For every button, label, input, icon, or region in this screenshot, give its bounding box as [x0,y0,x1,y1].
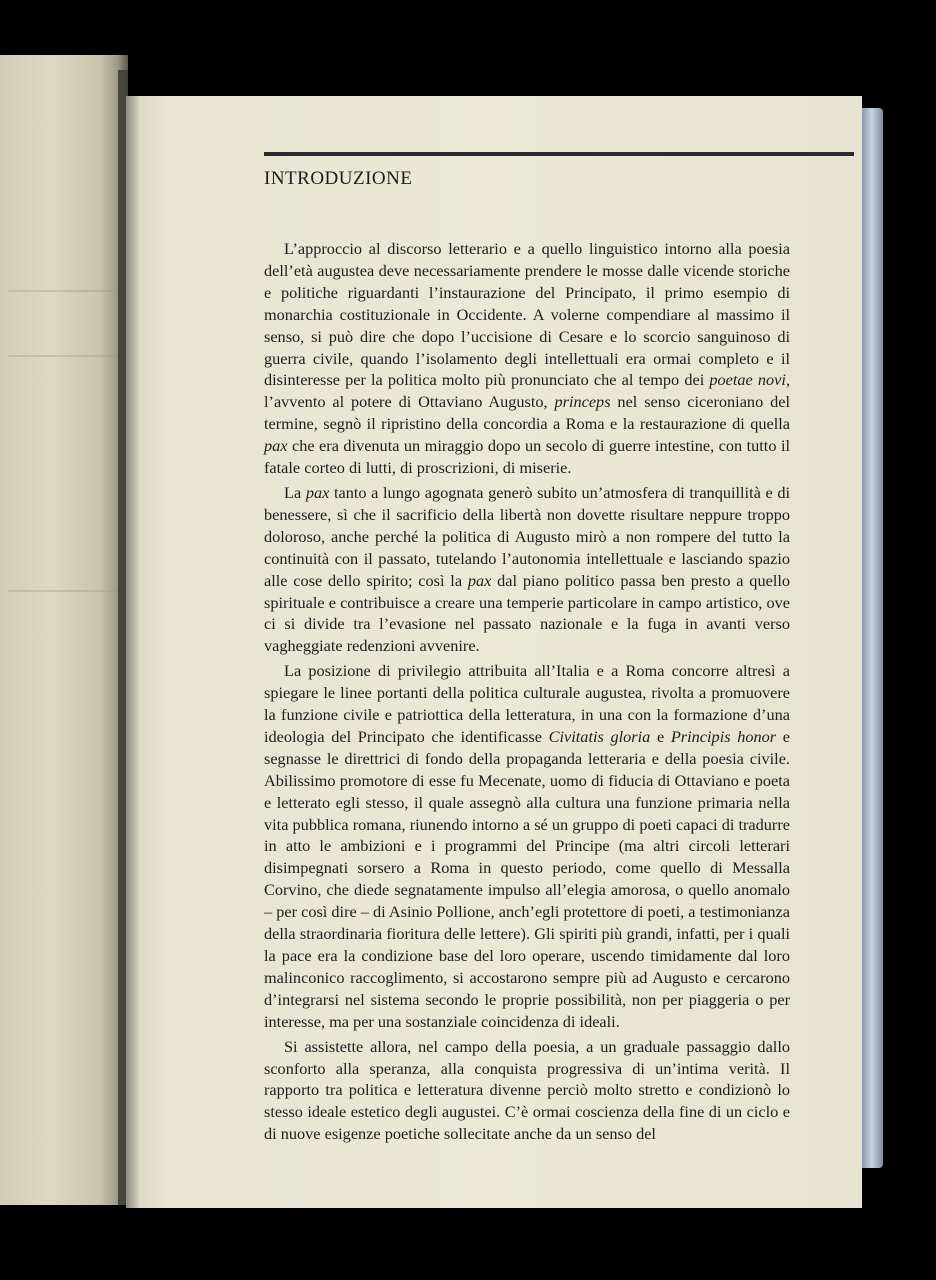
show-through-line [8,355,118,357]
show-through-line [8,290,118,292]
italic-term: pax [467,570,492,590]
paragraph: La pax tanto a lungo agognata generò subito un’atmosfera di tranquillità e di benessere, sì che il sacrificio della libertà non dovette risultare neppure troppo doloroso, anche perché la politica di Augusto mirò a non rompere del tutto la continuità con il passato, tutelando l’autonomia intellettuale e lasciando spazio alle cose dello spirito; così la pax dal piano politico passa ben presto a quello spirituale e contribuisce a creare una temperie particolare in campo artistico, ove ci si divide tra l’evasione nel passato nazionale e la fuga in avanti verso vagheggiate redenzioni avvenire. [264,482,791,656]
heading-rule [264,152,854,156]
left-page [0,55,128,1205]
gutter-shadow [118,70,140,1210]
italic-term: pax [305,482,330,502]
italic-term: Civitatis gloria [548,726,651,746]
show-through-line [8,590,118,592]
italic-term: Principis honor [670,726,777,746]
chapter-title: INTRODUZIONE [264,168,413,189]
italic-term: pax [264,436,288,456]
paragraph: La posizione di privilegio attribuita all’Italia e a Roma concorre altresì a spiegare le linee portanti della politica culturale augustea, rivolta a promuovere la funzione civile e patriottica della letteratura, in una con la formazione d’una ideologia del Principato che identificasse Civitatis gloria e Principis honor e segnasse le direttrici di fondo della propaganda letteraria e della poesia civile. Abilissimo promotore di esse fu Mecenate, uomo di fiducia di Ottaviano e poeta e letterato egli stesso, il quale assegnò alla cultura una funzione primaria nella vita pubblica romana, riunendo intorno a sé un gruppo di poeti capaci di tradurre in atto le ambizioni e i programmi del Principe (ma altri circoli letterari disimpegnati sorsero a Roma in questo periodo, come quello di Messalla Corvino, che diede segnatamente impulso all’elegia amorosa, o quello anomalo – per così dire – di Asinio Pollione, anch’egli protettore di poeti, a testimonianza della straordinaria fioritura delle lettere). Gli spiriti più grandi, infatti, per i quali la pace era la condizione base del loro operare, uscendo timidamente dal loro malinconico raccoglimento, si accostarono sempre più ad Augusto e cercarono d’integrarsi nel sistema secondo le proprie possibilità, non per piaggeria o per interesse, ma per una sostanziale coincidenza di ideali. [264,661,791,1031]
paragraph: Si assistette allora, nel campo della poesia, a un graduale passaggio dallo sconforto alla speranza, alla conquista progressiva di un’intima verità. Il rapporto tra politica e letteratura divenne perciò molto stretto e condizionò lo stesso ideale estetico degli augustei. C’è ormai coscienza della fine di un ciclo e di nuove esigenze poetiche sollecitate anche da un senso del [264,1036,790,1144]
paragraph: L’approccio al discorso letterario e a quello linguistico intorno alla poesia dell’età augustea deve necessariamente prendere le mosse dalle vicende storiche e politiche riguardanti l’instaurazione del Principato, il primo esempio di monarchia costituzionale in Occidente. A volerne compendiare al massimo il senso, si può dire che dopo l’uccisione di Cesare e lo scorcio sanguinoso di guerra civile, quando l’isolamento degli intellettuali era ormai completo e il disinteresse per la politica molto più pronunciato che al tempo dei poetae novi, l’avvento al potere di Ottaviano Augusto, princeps nel senso ciceroniano del termine, segnò il ripristino della concordia a Roma e la restaurazione di quella pax che era divenuta un miraggio dopo un secolo di guerre intestine, con tutto il fatale corteo di lutti, di proscrizioni, di miserie. [264,239,791,478]
italic-term: princeps [554,392,611,412]
right-page [126,96,862,1208]
italic-term: poetae novi [709,370,786,390]
body-text [264,238,790,1148]
